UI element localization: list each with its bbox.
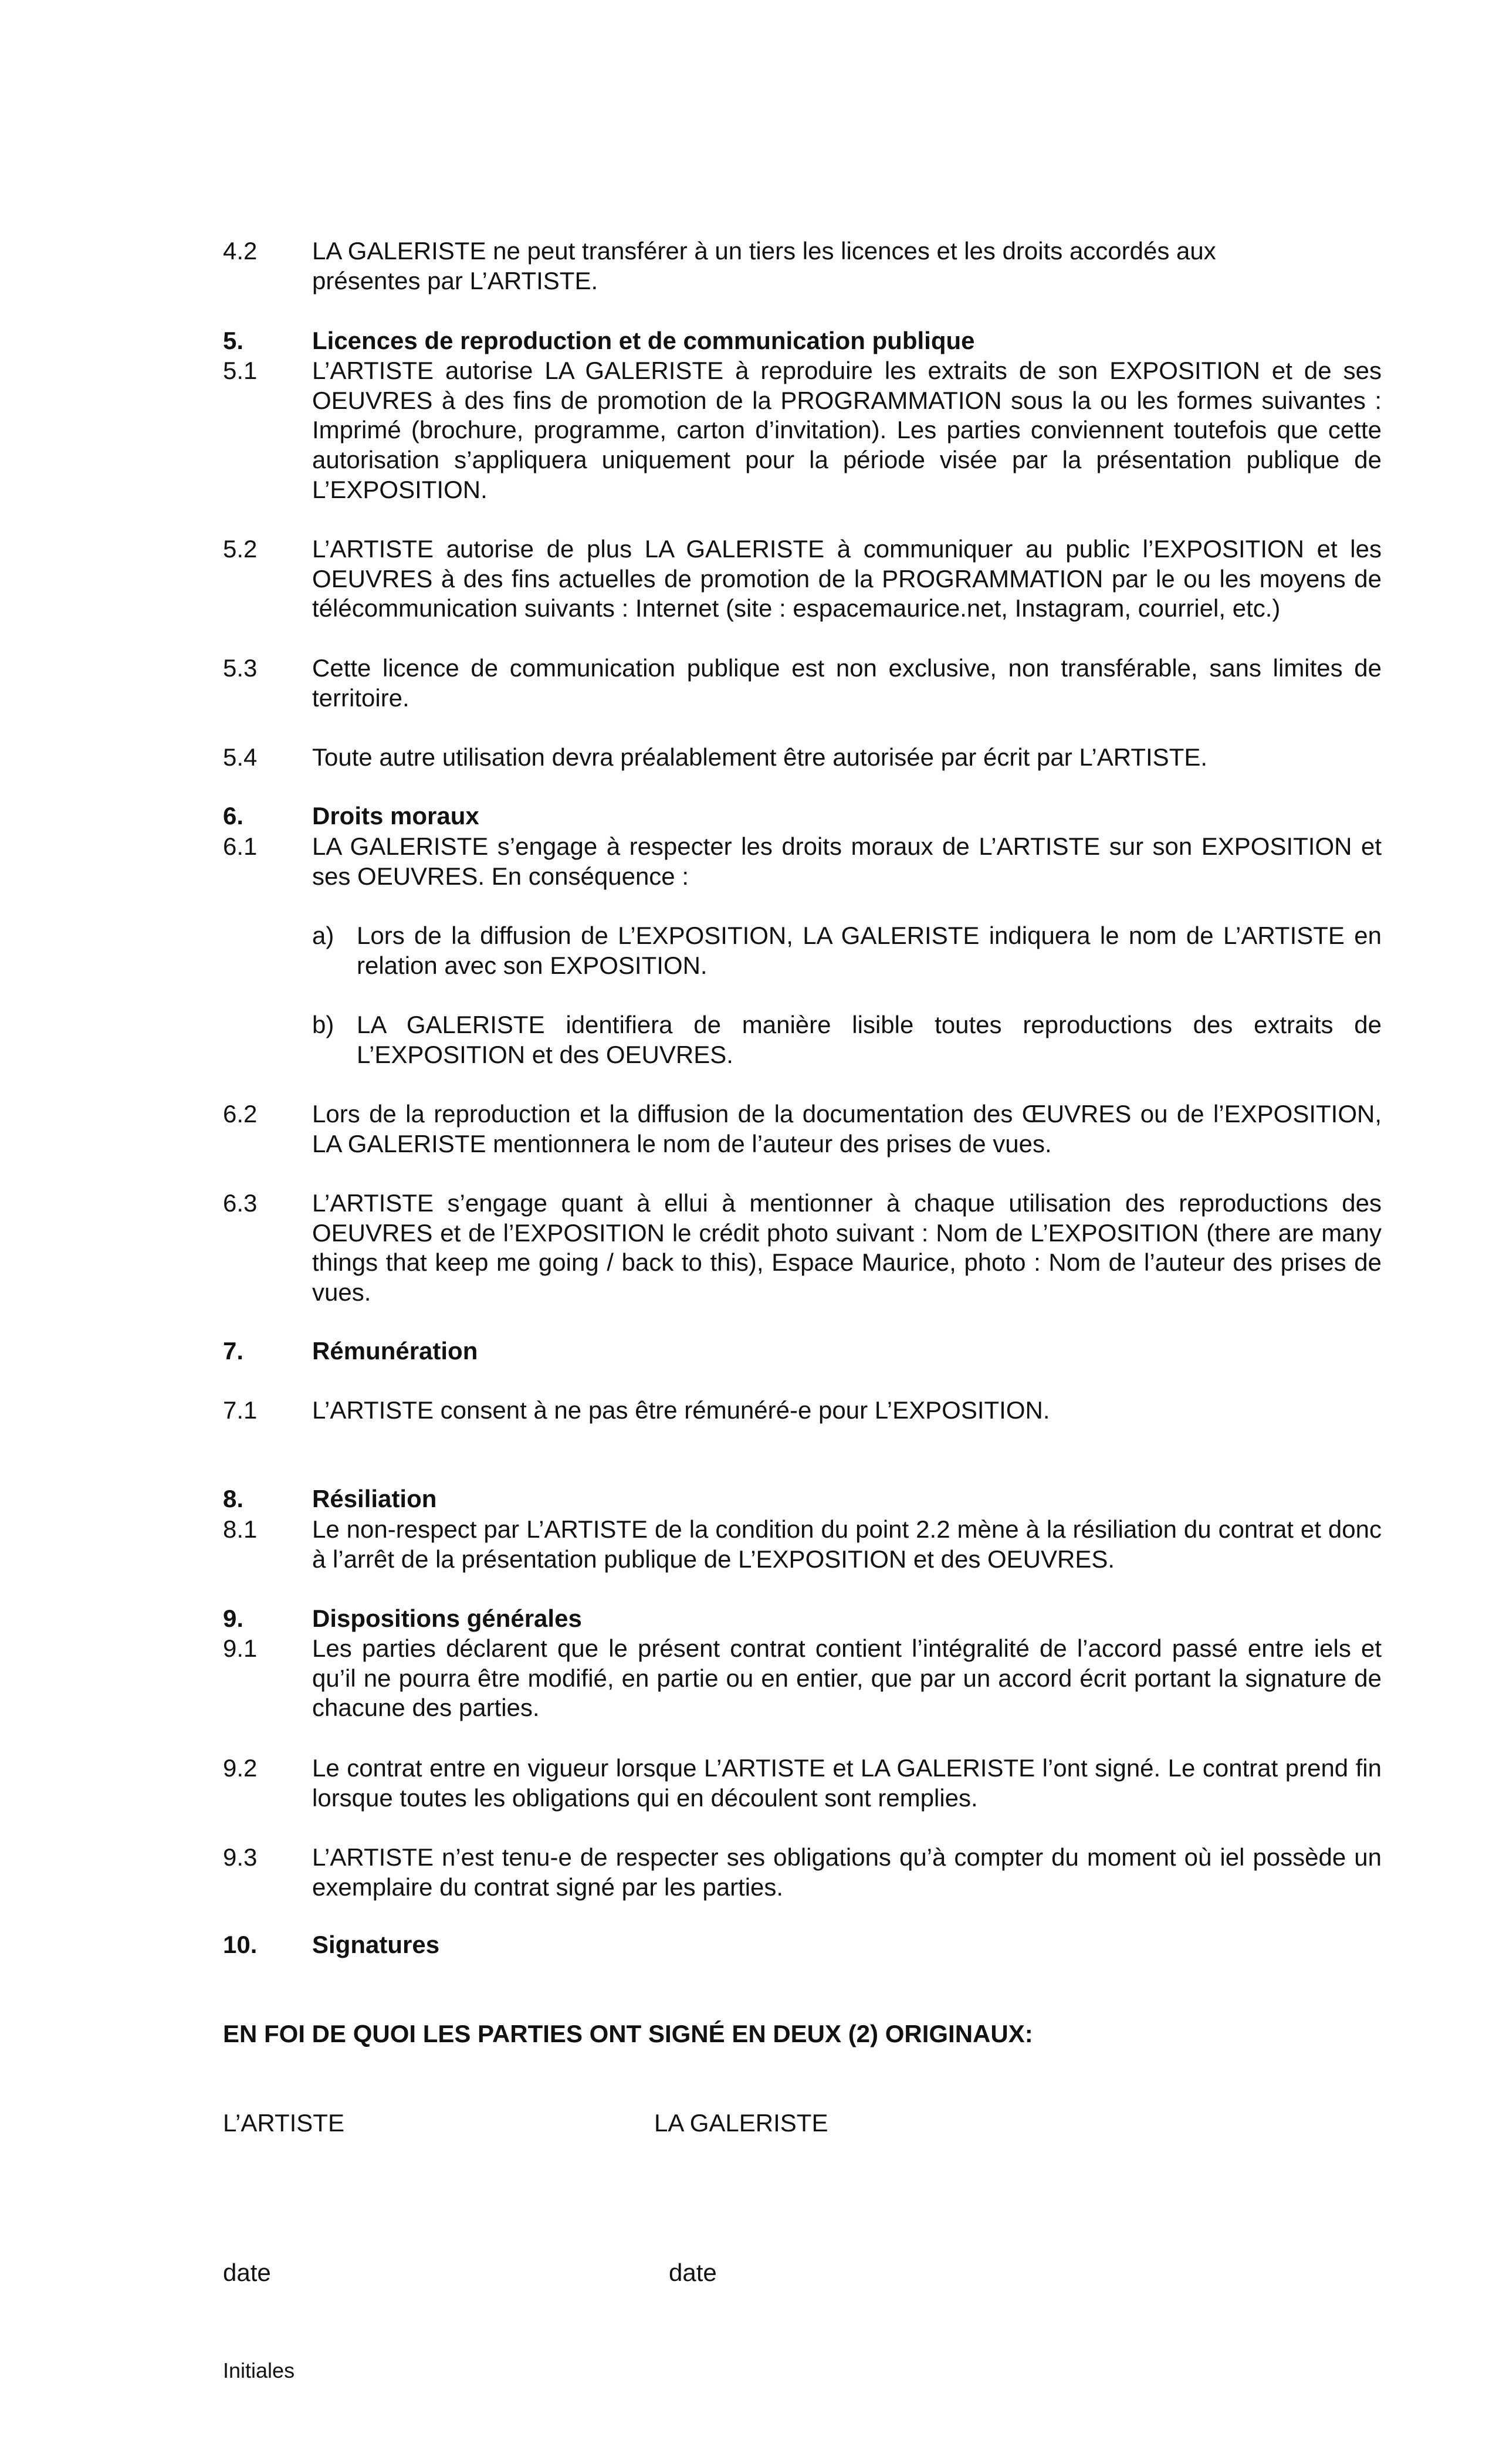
section-number: 10. — [223, 1931, 258, 1958]
section-10-heading — [223, 1930, 1382, 1960]
clause-number: 9.3 — [223, 1843, 258, 1871]
list-label: a) — [312, 922, 334, 949]
clause-6-3 — [223, 1189, 1382, 1308]
clause-text: LA GALERISTE s’engage à respecter les droits moraux de L’ARTISTE sur son EXPOSITION et ses OEUVRES. En conséquence : — [312, 832, 1382, 890]
clause-text: Les parties déclarent que le présent contrat contient l’intégralité de l’accord passé entre iels et qu’il ne pourra être modifié, en partie ou en entier, que par un accord écrit portant la signature de chacune des parties. — [312, 1634, 1382, 1722]
clause-text: L’ARTISTE autorise LA GALERISTE à reproduire les extraits de son EXPOSITION et de ses OEUVRES à des fins de promotion de la PROGRAMMATION sous la ou les formes suivantes : Imprimé (brochure, programme, carton d’invitation). Les parties conviennent toutefois que cette autorisation s’appliquera uniquement pour la période visée par la présentation publique de L’EXPOSITION. — [312, 357, 1382, 503]
clause-text-line: présentes par L’ARTISTE. — [312, 266, 598, 295]
clause-5-2 — [223, 534, 1382, 624]
clause-text: Lors de la reproduction et la diffusion de la documentation des ŒUVRES ou de l’EXPOSITION, LA GALERISTE mentionnera le nom de l’auteur des prises de vues. — [312, 1100, 1382, 1157]
section-number: 5. — [223, 327, 244, 354]
clause-number: 5.3 — [223, 654, 258, 682]
clause-number: 8.1 — [223, 1515, 258, 1543]
clause-number: 6.3 — [223, 1189, 258, 1217]
clause-text: L’ARTISTE consent à ne pas être rémunéré-e pour L’EXPOSITION. — [312, 1396, 1050, 1424]
section-9-heading — [223, 1604, 1382, 1634]
clause-6-1-a — [312, 921, 1382, 980]
clause-text: L’ARTISTE autorise de plus LA GALERISTE à communiquer au public l’EXPOSITION et les OEUVRES à des fins actuelles de promotion de la PROGRAMMATION par le ou les moyens de télécommunication suivants : Internet (site : espacemaurice.net, Instagram, courriel, etc.) — [312, 535, 1382, 622]
clause-5-1 — [223, 356, 1382, 505]
section-7-heading — [223, 1336, 1382, 1366]
section-5-heading — [223, 326, 1382, 356]
initials-label: Initiales — [223, 2358, 295, 2382]
section-title: Licences de reproduction et de communication publique — [312, 327, 975, 354]
gallerist-date-label: date — [669, 2259, 717, 2286]
clause-number: 4.2 — [223, 237, 258, 265]
section-title: Signatures — [312, 1931, 440, 1958]
gallerist-signature-label: LA GALERISTE — [654, 2109, 828, 2137]
clause-9-1 — [223, 1634, 1382, 1723]
section-number: 8. — [223, 1485, 244, 1512]
section-8-heading — [223, 1484, 1382, 1514]
clause-text: Le contrat entre en vigueur lorsque L’ARTISTE et LA GALERISTE l’ont signé. Le contrat prend fin lorsque toutes les obligations qui en découlent sont remplies. — [312, 1754, 1382, 1812]
section-title: Résiliation — [312, 1485, 437, 1512]
clause-7-1 — [223, 1396, 1382, 1426]
artist-date-label: date — [223, 2259, 271, 2286]
clause-number: 5.4 — [223, 743, 258, 771]
list-text: Lors de la diffusion de L’EXPOSITION, LA GALERISTE indiquera le nom de L’ARTISTE en relation avec son EXPOSITION. — [357, 922, 1382, 979]
clause-number: 6.1 — [223, 832, 258, 860]
list-label: b) — [312, 1011, 334, 1038]
clause-number: 5.2 — [223, 535, 258, 563]
list-text: LA GALERISTE identifiera de manière lisible toutes reproductions des extraits de L’EXPOSITION et des OEUVRES. — [357, 1011, 1382, 1068]
section-title: Droits moraux — [312, 802, 479, 830]
clause-4-2 — [223, 236, 1382, 296]
clause-5-3 — [223, 654, 1382, 713]
artist-signature-label: L’ARTISTE — [223, 2109, 344, 2137]
section-title: Dispositions générales — [312, 1605, 582, 1632]
clause-text: L’ARTISTE s’engage quant à ellui à mentionner à chaque utilisation des reproductions des OEUVRES et de l’EXPOSITION le crédit photo suivant : Nom de L’EXPOSITION (there are many things that keep me going / back to this), Espace Maurice, photo : Nom de l’auteur des prises de vues. — [312, 1189, 1382, 1307]
signature-statement: EN FOI DE QUOI LES PARTIES ONT SIGNÉ EN DEUX (2) ORIGINAUX: — [223, 2020, 1033, 2047]
clause-text: Le non-respect par L’ARTISTE de la condition du point 2.2 mène à la résiliation du contrat et donc à l’arrêt de la présentation publique de L’EXPOSITION et des OEUVRES. — [312, 1515, 1382, 1573]
section-number: 9. — [223, 1605, 244, 1632]
clause-number: 9.1 — [223, 1634, 258, 1662]
clause-number: 5.1 — [223, 357, 258, 384]
clause-9-2 — [223, 1754, 1382, 1813]
clause-text: Toute autre utilisation devra préalablement être autorisée par écrit par L’ARTISTE. — [312, 743, 1208, 771]
clause-6-1 — [223, 832, 1382, 891]
clause-number: 9.2 — [223, 1754, 258, 1782]
section-number: 7. — [223, 1337, 244, 1365]
clause-number: 6.2 — [223, 1100, 258, 1128]
section-number: 6. — [223, 802, 244, 830]
clause-5-4 — [223, 743, 1382, 773]
section-title: Rémunération — [312, 1337, 478, 1365]
clause-number: 7.1 — [223, 1396, 258, 1424]
clause-9-3 — [223, 1843, 1382, 1902]
clause-text: L’ARTISTE n’est tenu-e de respecter ses obligations qu’à compter du moment où iel possède un exemplaire du contrat signé par les parties. — [312, 1843, 1382, 1901]
clause-8-1 — [223, 1515, 1382, 1574]
clause-6-2 — [223, 1099, 1382, 1159]
clause-text-line: LA GALERISTE ne peut transférer à un tiers les licences et les droits accordés aux — [312, 237, 1216, 265]
section-6-heading — [223, 801, 1382, 831]
clause-text: Cette licence de communication publique est non exclusive, non transférable, sans limites de territoire. — [312, 654, 1382, 712]
clause-6-1-b — [312, 1010, 1382, 1069]
